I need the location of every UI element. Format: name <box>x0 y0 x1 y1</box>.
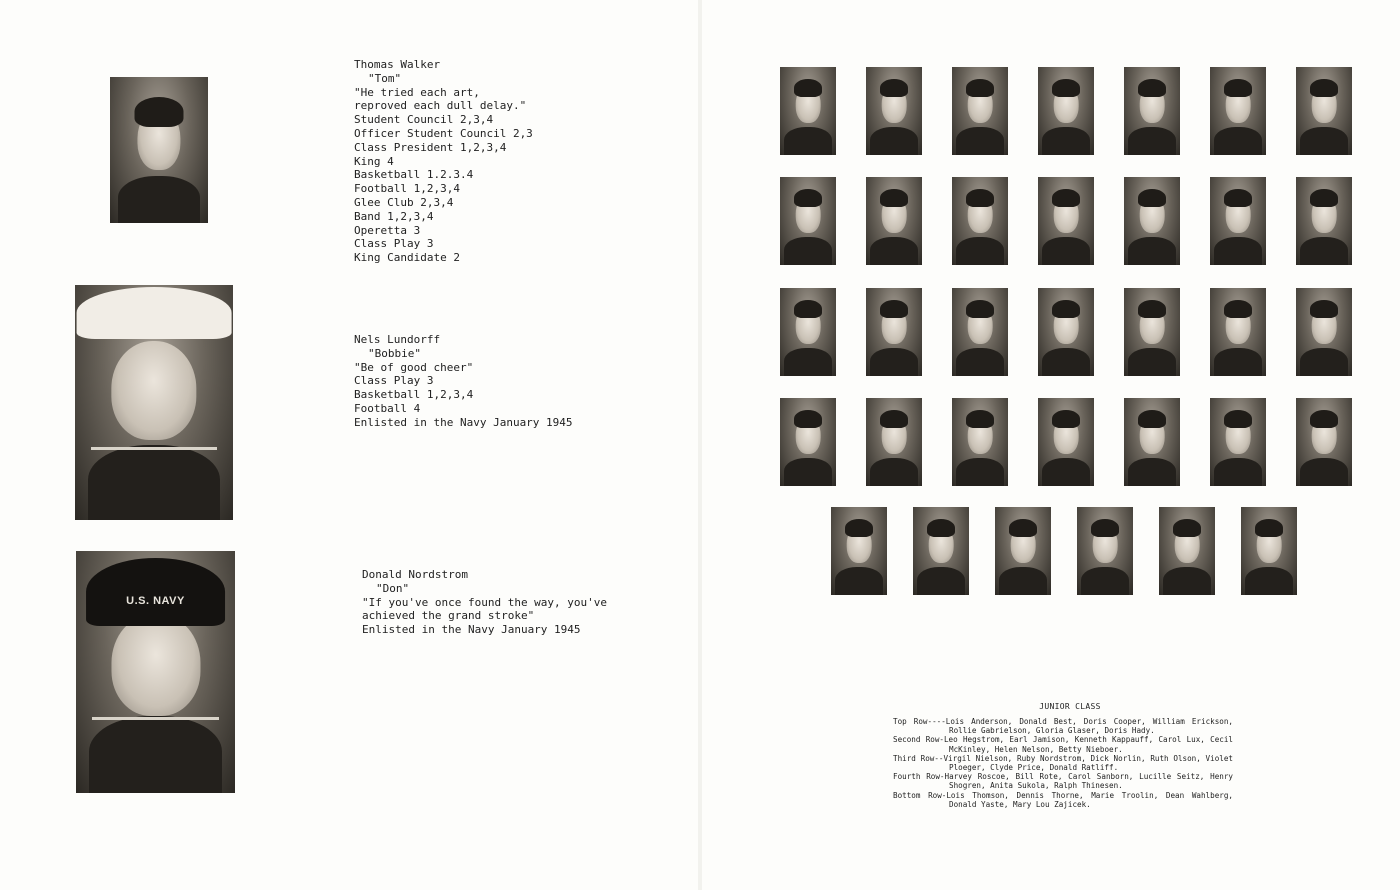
junior-portrait <box>1038 67 1094 155</box>
bio-line: Enlisted in the Navy January 1945 <box>362 623 581 637</box>
junior-portrait <box>1210 67 1266 155</box>
junior-portrait <box>1124 67 1180 155</box>
junior-portrait <box>952 67 1008 155</box>
bio-line: "He tried each art, <box>354 85 480 99</box>
junior-portrait <box>866 177 922 265</box>
junior-portrait <box>866 398 922 486</box>
portrait-nels-lundorff <box>75 285 233 520</box>
bio-donald-nordstrom <box>362 568 607 637</box>
junior-portrait <box>866 288 922 376</box>
junior-portrait <box>995 507 1051 595</box>
bio-line: Student Council 2,3,4 <box>354 113 494 127</box>
junior-portrait <box>780 398 836 486</box>
junior-portrait <box>952 398 1008 486</box>
junior-portrait <box>1124 177 1180 265</box>
senior-name: Thomas Walker <box>354 58 441 71</box>
bio-line: Glee Club 2,3,4 <box>354 195 454 209</box>
bio-line: "If you've once found the way, you've <box>362 595 608 609</box>
junior-portrait <box>831 507 887 595</box>
junior-portrait <box>1210 398 1266 486</box>
caption-row-top: Top Row----Lois Anderson, Donald Best, Doris Cooper, William Erickson, Rollie Gabrielson, Gloria Glaser, Doris Hady. <box>893 717 1233 736</box>
bio-line: King Candidate 2 <box>354 251 460 265</box>
junior-portrait <box>1159 507 1215 595</box>
junior-portrait <box>1124 398 1180 486</box>
junior-portrait <box>1038 288 1094 376</box>
bio-line: Class Play 3 <box>354 237 434 251</box>
caption-row-third: Third Row--Virgil Nielson, Ruby Nordstrom, Dick Norlin, Ruth Olson, Violet Ploeger, Clyde Price, Donald Ratliff. <box>893 753 1233 773</box>
junior-portrait <box>780 288 836 376</box>
junior-portrait <box>1038 177 1094 265</box>
bio-line: Enlisted in the Navy January 1945 <box>354 415 573 429</box>
junior-portrait <box>1241 507 1297 595</box>
bio-line: Basketball 1,2,3,4 <box>354 388 474 402</box>
bio-line: Football 1,2,3,4 <box>354 182 460 196</box>
cap-lettering: U.S. NAVY <box>126 594 185 607</box>
junior-portrait <box>1124 288 1180 376</box>
senior-name: Donald Nordstrom <box>362 568 468 581</box>
bio-line: Football 4 <box>354 401 421 415</box>
bio-line: Basketball 1.2.3.4 <box>354 168 474 182</box>
junior-portrait <box>1296 398 1352 486</box>
junior-portrait <box>866 67 922 155</box>
bio-nels-lundorff <box>354 333 573 430</box>
bio-line: Class Play 3 <box>354 374 434 388</box>
junior-portrait <box>952 288 1008 376</box>
senior-nickname: "Tom" <box>368 71 402 85</box>
bio-line: Operetta 3 <box>354 223 421 237</box>
junior-portrait <box>1210 177 1266 265</box>
junior-portrait <box>1296 177 1352 265</box>
bio-line: Band 1,2,3,4 <box>354 209 434 223</box>
junior-portrait <box>1038 398 1094 486</box>
junior-portrait <box>1296 67 1352 155</box>
caption-row-bottom: Bottom Row-Lois Thomson, Dennis Thorne, Marie Troolin, Dean Wahlberg, Donald Yaste, Mary Lou Zajicek. <box>893 790 1233 809</box>
bio-line: achieved the grand stroke" <box>362 609 535 623</box>
caption-rows <box>893 717 1233 809</box>
caption-row-fourth: Fourth Row-Harvey Roscoe, Bill Rote, Carol Sanborn, Lucille Seitz, Henry Shogren, Anita Sukola, Ralph Thinesen. <box>893 772 1233 791</box>
portrait-donald-nordstrom <box>76 551 235 793</box>
portrait-thomas-walker <box>110 77 208 223</box>
bio-line: reproved each dull delay." <box>354 99 527 113</box>
bio-thomas-walker <box>354 58 533 265</box>
junior-portrait <box>913 507 969 595</box>
caption-title: JUNIOR CLASS <box>1039 702 1101 711</box>
caption-row-second: Second Row-Leo Hegstrom, Earl Jamison, Kenneth Kappauff, Carol Lux, Cecil McKinley, Helen Nelson, Betty Nieboer. <box>893 735 1233 754</box>
bio-line: "Be of good cheer" <box>354 360 474 374</box>
bio-line: Officer Student Council 2,3 <box>354 126 533 140</box>
junior-portrait <box>1296 288 1352 376</box>
senior-nickname: "Don" <box>376 581 410 595</box>
bio-line: Class President 1,2,3,4 <box>354 140 507 154</box>
senior-name: Nels Lundorff <box>354 333 441 346</box>
junior-portrait <box>780 67 836 155</box>
junior-portrait <box>780 177 836 265</box>
junior-portrait <box>1210 288 1266 376</box>
junior-portrait <box>1077 507 1133 595</box>
bio-line: King 4 <box>354 154 394 168</box>
junior-portrait <box>952 177 1008 265</box>
senior-nickname: "Bobbie" <box>368 346 421 360</box>
